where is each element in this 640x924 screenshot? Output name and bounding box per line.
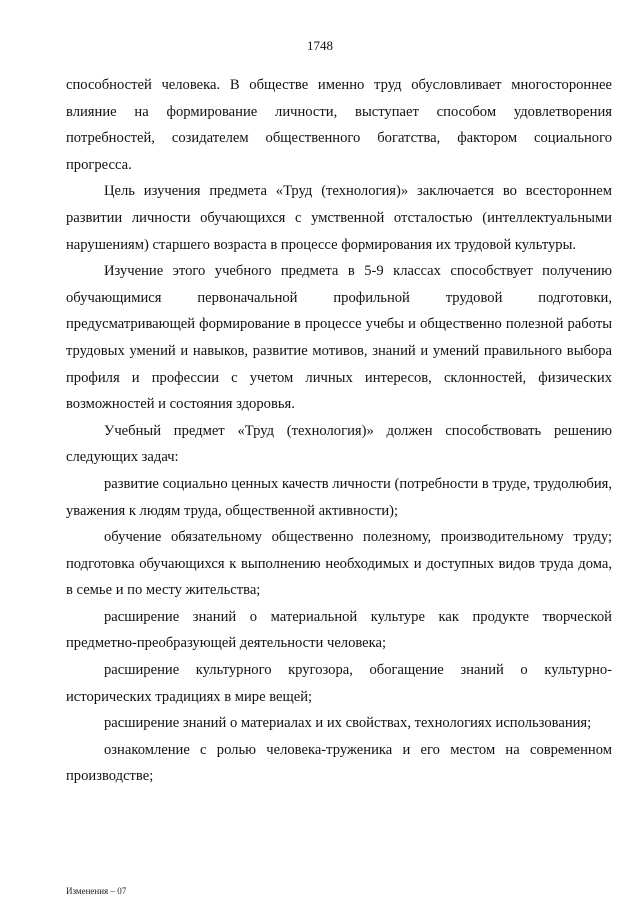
footer-revision: Изменения – 07: [66, 886, 127, 896]
document-body: [66, 72, 612, 790]
list-item: расширение знаний о материалах и их свойствах, технологиях использования;: [104, 715, 592, 732]
paragraph: способностей человека. В обществе именно труд обусловливает многостороннее влияние на формирование личности, выступает способом удовлетворения потребностей, созидателем общественного богатства, фактором социального прогресса.: [66, 77, 612, 173]
list-item: расширение культурного кругозора, обогащение знаний о культурно-исторических традициях в мире вещей;: [66, 662, 612, 705]
list-item: расширение знаний о материальной культуре как продукте творческой предметно-преобразующей деятельности человека;: [66, 608, 612, 652]
paragraph: Учебный предмет «Труд (технология)» должен способствовать решению следующих задач:: [66, 422, 612, 466]
list-item: развитие социально ценных качеств личности (потребности в труде, трудолюбия, уважения к людям труда, общественной активности);: [66, 475, 612, 519]
list-item: обучение обязательному общественно полезному, производительному труду; подготовка обучающихся к выполнению необходимых и доступных видов труда дома, в семье и по месту жительства;: [66, 529, 612, 599]
page-number: 1748: [307, 38, 333, 53]
list-item: ознакомление с ролью человека-труженика и его местом на современном производстве;: [66, 741, 612, 785]
paragraph: Изучение этого учебного предмета в 5-9 классах способствует получению обучающимися первоначальной профильной трудовой подготовки, предусматривающей формирование в процессе учебы и общественно полезной работы трудовых умений и навыков, развитие мотивов, знаний и умений правильного выбора профиля и профессии с учетом личных интересов, склонностей, физических возможностей и состояния здоровья.: [66, 263, 612, 413]
paragraph: Цель изучения предмета «Труд (технология)» заключается во всестороннем развитии личности обучающихся с умственной отсталостью (интеллектуальными нарушениям) старшего возраста в процессе формирования их трудовой культуры.: [66, 183, 612, 253]
